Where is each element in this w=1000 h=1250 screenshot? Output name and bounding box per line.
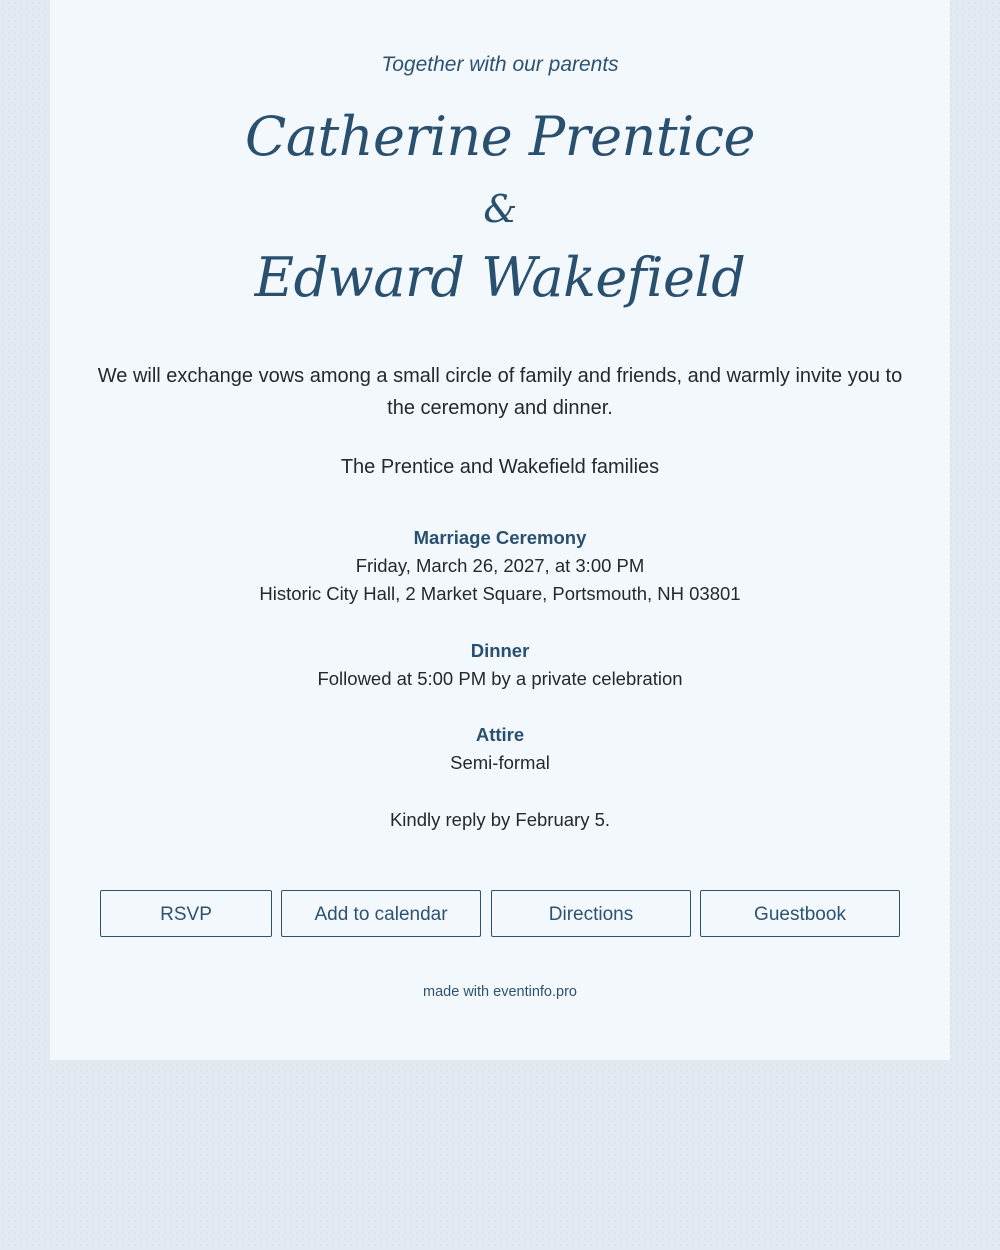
- footer-credit-link[interactable]: made with eventinfo.pro: [423, 984, 577, 1000]
- ceremony-heading: Marriage Ceremony: [413, 527, 587, 548]
- invitation-message: We will exchange vows among a small circle of family and friends, and warmly invite you to the ceremony and dinner.: [97, 365, 903, 419]
- attire-text: Semi-formal: [450, 752, 550, 773]
- parents-line: Together with our parents: [381, 53, 619, 76]
- dinner-details: [50, 637, 950, 693]
- hosts-signoff: The Prentice and Wakefield families: [340, 456, 660, 478]
- guestbook-button[interactable]: Guestbook: [700, 890, 900, 937]
- partner-one-name: Catherine Prentice: [245, 105, 755, 168]
- action-buttons: [100, 890, 900, 937]
- add-to-calendar-button[interactable]: Add to calendar: [281, 890, 481, 937]
- dinner-text: Followed at 5:00 PM by a private celebration: [317, 668, 683, 689]
- partner-two-name: Edward Wakefield: [254, 246, 746, 309]
- ceremony-details: [50, 524, 950, 608]
- invitation-card: [50, 0, 950, 1060]
- rsvp-button[interactable]: RSVP: [100, 890, 272, 937]
- ceremony-location: Historic City Hall, 2 Market Square, Portsmouth, NH 03801: [259, 583, 741, 604]
- directions-button[interactable]: Directions: [491, 890, 691, 937]
- dinner-heading: Dinner: [470, 640, 530, 661]
- ceremony-datetime: Friday, March 26, 2027, at 3:00 PM: [355, 555, 645, 576]
- ampersand: &: [483, 187, 517, 231]
- attire-heading: Attire: [475, 724, 525, 745]
- reply-note: Kindly reply by February 5.: [389, 809, 611, 830]
- attire-details: [50, 721, 950, 777]
